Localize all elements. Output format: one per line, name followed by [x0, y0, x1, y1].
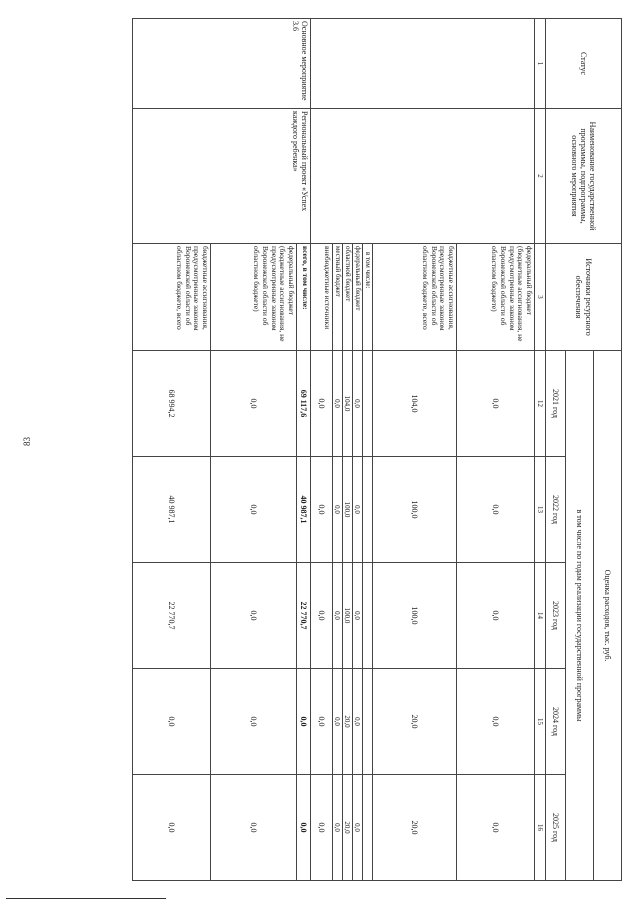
value-cell: 104,0 [372, 351, 456, 457]
value-cell: 100,0 [342, 457, 352, 563]
value-cell: 0,0 [310, 351, 332, 457]
value-cell: 69 117,6 [296, 351, 310, 457]
value-cell: 0,0 [456, 775, 534, 881]
page-number: 83 [22, 437, 32, 446]
value-cell: 40 987,1 [296, 457, 310, 563]
value-cell: 100,0 [372, 457, 456, 563]
value-cell: 0,0 [456, 457, 534, 563]
source-cell: областной бюджет [342, 244, 352, 351]
value-cell: 0,0 [456, 351, 534, 457]
value-cell: 0,0 [132, 669, 210, 775]
value-cell: 0,0 [296, 775, 310, 881]
value-cell: 22 770,7 [296, 563, 310, 669]
value-cell: 0,0 [332, 457, 342, 563]
value-cell: 0,0 [352, 351, 362, 457]
header-by-years: в том числе по годам реализации государственной программы [566, 351, 594, 881]
value-cell: 0,0 [210, 563, 296, 669]
header-source: Источники ресурсного обеспечения [546, 244, 622, 351]
rotated-table-container [60, 18, 622, 880]
value-cell: 68 994,2 [132, 351, 210, 457]
value-cell: 40 987,1 [132, 457, 210, 563]
value-cell: 0,0 [332, 775, 342, 881]
value-cell: 0,0 [310, 669, 332, 775]
budget-table [132, 18, 622, 881]
source-cell: местный бюджет [332, 244, 342, 351]
source-cell: бюджетные ассигнования, предусмотренные законом Воронежской области об областном бюджете, всего [132, 244, 210, 351]
value-cell: 0,0 [332, 351, 342, 457]
value-cell: 0,0 [310, 563, 332, 669]
header-status: Статус [546, 19, 622, 109]
value-cell: 0,0 [456, 563, 534, 669]
value-cell: 0,0 [310, 775, 332, 881]
value-cell: 100,0 [342, 563, 352, 669]
table-row [456, 19, 534, 881]
status-cell: Основное мероприятие 3.6 [132, 19, 310, 109]
value-cell [362, 775, 372, 881]
value-cell: 0,0 [352, 775, 362, 881]
header-estimate: Оценка расходов, тыс. руб. [594, 351, 622, 881]
header-year: 2023 год [546, 563, 566, 669]
column-number: 16 [534, 775, 545, 881]
value-cell [362, 669, 372, 775]
source-cell: федеральный бюджет [352, 244, 362, 351]
value-cell: 0,0 [332, 669, 342, 775]
value-cell: 0,0 [296, 669, 310, 775]
value-cell: 0,0 [310, 457, 332, 563]
header-year: 2021 год [546, 351, 566, 457]
header-year: 2024 год [546, 669, 566, 775]
column-number: 12 [534, 351, 545, 457]
value-cell [362, 457, 372, 563]
column-number: 15 [534, 669, 545, 775]
value-cell: 22 770,7 [132, 563, 210, 669]
value-cell: 0,0 [352, 563, 362, 669]
source-cell: бюджетные ассигнования, предусмотренные законом Воронежской области об областном бюджете, всего [372, 244, 456, 351]
table-row [296, 19, 310, 881]
value-cell: 0,0 [210, 775, 296, 881]
value-cell: 20,0 [342, 775, 352, 881]
column-number: 14 [534, 563, 545, 669]
header-name: Наименование государственной программы, подпрограммы, основного мероприятия [546, 109, 622, 244]
status-cell [310, 19, 534, 109]
header-year: 2022 год [546, 457, 566, 563]
value-cell: 0,0 [352, 457, 362, 563]
name-cell: Региональный проект «Успех каждого ребенка» [132, 109, 310, 244]
column-number: 1 [534, 19, 545, 109]
value-cell [362, 351, 372, 457]
column-number: 2 [534, 109, 545, 244]
column-number: 3 [534, 244, 545, 351]
value-cell: 0,0 [456, 669, 534, 775]
value-cell: 0,0 [210, 669, 296, 775]
value-cell: 0,0 [132, 775, 210, 881]
value-cell [362, 563, 372, 669]
name-cell [310, 109, 534, 244]
column-number: 13 [534, 457, 545, 563]
source-cell: федеральный бюджет (бюджетные ассигнования, не предусмотренные законом Воронежской области об областном бюджете) [456, 244, 534, 351]
value-cell: 20,0 [342, 669, 352, 775]
value-cell: 104,0 [342, 351, 352, 457]
footer-rule [6, 898, 166, 899]
source-cell: внебюджетные источники [310, 244, 332, 351]
value-cell: 0,0 [210, 351, 296, 457]
value-cell: 20,0 [372, 775, 456, 881]
source-cell: федеральный бюджет (бюджетные ассигнования, не предусмотренные законом Воронежской области об областном бюджете) [210, 244, 296, 351]
value-cell: 0,0 [332, 563, 342, 669]
value-cell: 20,0 [372, 669, 456, 775]
header-year: 2025 год [546, 775, 566, 881]
value-cell: 100,0 [372, 563, 456, 669]
value-cell: 0,0 [352, 669, 362, 775]
source-cell: в том числе: [362, 244, 372, 351]
value-cell: 0,0 [210, 457, 296, 563]
source-cell: всего, в том числе: [296, 244, 310, 351]
